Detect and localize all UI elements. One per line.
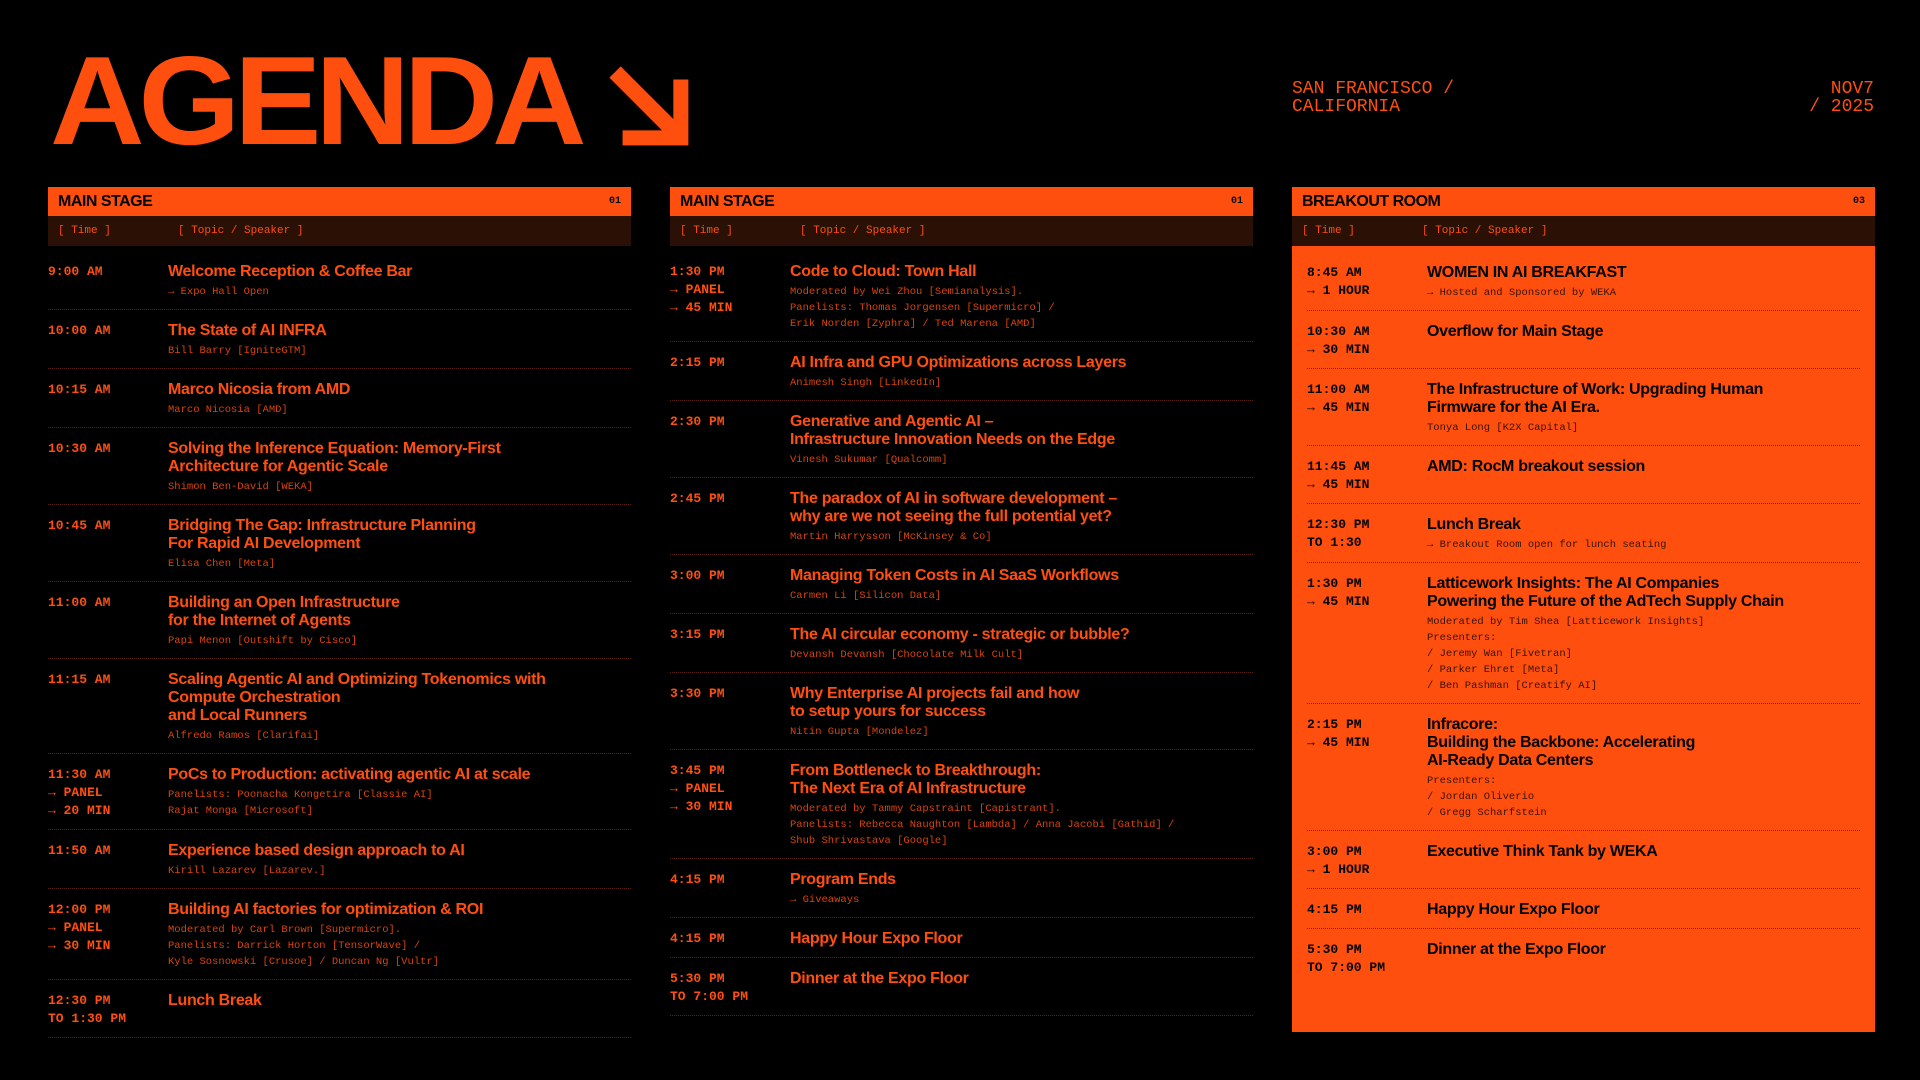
session-row <box>1307 901 1860 929</box>
breakout-body <box>1292 246 1875 1032</box>
session-time: 10:45 AM <box>48 518 111 533</box>
session-title: Overflow for Main Stage <box>1427 323 1604 340</box>
session-title: WOMEN IN AI BREAKFAST <box>1427 264 1627 281</box>
session-row <box>1307 323 1860 369</box>
session-row <box>670 567 1253 614</box>
session-topic <box>168 263 412 300</box>
session-title: Bridging The Gap: Infrastructure Planning For Rapid AI Development <box>168 517 476 552</box>
session-topic <box>168 517 476 572</box>
session-speaker: Tonya Long [K2X Capital] <box>1427 422 1579 434</box>
session-topic <box>1427 264 1626 301</box>
session-row <box>48 901 631 980</box>
session-speaker: Moderated by Wei Zhou [Semianalysis]. Panelists: Thomas Jorgensen [Supermicro] / Erik Norden [Zyphra] / Ted Marena [AMD] <box>790 286 1055 330</box>
session-row <box>1307 264 1860 311</box>
session-topic <box>1427 381 1763 436</box>
session-topic <box>168 901 483 970</box>
time-header: [ Time ] <box>1302 225 1355 237</box>
session-title: Marco Nicosia from AMD <box>168 381 351 398</box>
session-topic <box>1427 516 1666 553</box>
session-time: 4:15 PM <box>670 931 725 946</box>
column-number: 01 <box>608 196 621 207</box>
topic-header: [ Topic / Speaker ] <box>1422 225 1548 237</box>
session-title: Code to Cloud: Town Hall <box>790 263 977 280</box>
session-topic <box>1427 323 1603 359</box>
session-title: Happy Hour Expo Floor <box>790 930 963 947</box>
column-title: MAIN STAGE <box>58 192 153 210</box>
column-header <box>48 187 631 216</box>
session-row <box>1307 843 1860 889</box>
session-title: Happy Hour Expo Floor <box>1427 901 1600 918</box>
column-title: MAIN STAGE <box>680 192 775 210</box>
session-time: 11:00 AM <box>48 595 111 610</box>
session-speaker: Moderated by Carl Brown [Supermicro]. Panelists: Darrick Horton [TensorWave] / Kyle Sosnowski [Crusoe] / Duncan Ng [Vultr] <box>168 924 439 968</box>
session-topic <box>790 762 1174 849</box>
session-topic <box>168 322 326 359</box>
session-time: 2:30 PM <box>670 414 725 429</box>
session-time: 10:15 AM <box>48 382 111 397</box>
column-number: 01 <box>1230 196 1243 207</box>
arrow-down-right-icon <box>600 57 694 151</box>
session-time: 3:30 PM <box>670 686 725 701</box>
session-time: 11:45 AM → 45 MIN <box>1307 459 1370 492</box>
session-speaker: → Expo Hall Open <box>168 286 269 298</box>
session-speaker: Moderated by Tammy Capstraint [Capistrant]. Panelists: Rebecca Naughton [Lambda] / Anna Jacobi [Gathid] / Shub Shrivastava [Google] <box>790 803 1175 847</box>
session-topic <box>1427 716 1695 821</box>
session-speaker: Nitin Gupta [Mondelez] <box>790 726 929 738</box>
session-time: 4:15 PM <box>670 872 725 887</box>
column-number: 03 <box>1852 196 1865 207</box>
session-speaker: Kirill Lazarev [Lazarev.] <box>168 865 326 877</box>
session-topic <box>790 413 1115 468</box>
session-row <box>1307 458 1860 504</box>
session-row <box>1307 941 1860 986</box>
session-list <box>48 246 631 1038</box>
session-row <box>48 671 631 754</box>
session-speaker: Vinesh Sukumar [Qualcomm] <box>790 454 948 466</box>
session-time: 12:00 PM → PANEL → 30 MIN <box>48 902 111 953</box>
session-time: 5:30 PM TO 7:00 PM <box>1307 942 1386 975</box>
main-stage-column-2 <box>670 187 1253 1028</box>
session-row <box>670 685 1253 750</box>
session-title: Infracore: Building the Backbone: Accelerating AI-Ready Data Centers <box>1427 716 1696 769</box>
column-subheader <box>48 216 631 246</box>
session-speaker: Marco Nicosia [AMD] <box>168 404 288 416</box>
session-speaker: → Giveaways <box>790 894 860 906</box>
session-title: AMD: RocM breakout session <box>1427 458 1646 475</box>
session-topic <box>790 626 1129 663</box>
session-row <box>48 992 631 1038</box>
session-row <box>1307 516 1860 563</box>
session-topic <box>168 440 501 495</box>
session-topic <box>790 685 1079 740</box>
session-speaker: Panelists: Poonacha Kongetira [Classie AI] Rajat Monga [Microsoft] <box>168 789 433 817</box>
session-row <box>670 490 1253 555</box>
session-time: 9:00 AM <box>48 264 103 279</box>
page-title: AGENDA <box>50 30 581 171</box>
session-row <box>670 871 1253 918</box>
main-stage-column-1 <box>48 187 631 1050</box>
session-row <box>670 762 1253 859</box>
time-header: [ Time ] <box>680 225 733 237</box>
session-title: Why Enterprise AI projects fail and how to setup yours for success <box>790 685 1080 720</box>
session-row <box>670 626 1253 673</box>
session-title: Dinner at the Expo Floor <box>790 970 969 987</box>
session-row <box>1307 381 1860 446</box>
session-topic <box>168 594 400 649</box>
session-title: AI Infra and GPU Optimizations across Layers <box>790 354 1127 371</box>
session-title: Welcome Reception & Coffee Bar <box>168 263 413 280</box>
agenda-header <box>50 30 694 171</box>
session-title: Lunch Break <box>168 992 262 1009</box>
session-time: 1:30 PM → 45 MIN <box>1307 576 1370 609</box>
session-title: PoCs to Production: activating agentic AI at scale <box>168 766 531 783</box>
session-row <box>48 263 631 310</box>
session-speaker: Elisa Chen [Meta] <box>168 558 276 570</box>
session-topic <box>1427 941 1606 977</box>
session-row <box>48 842 631 889</box>
session-title: Dinner at the Expo Floor <box>1427 941 1606 958</box>
session-time: 11:30 AM → PANEL → 20 MIN <box>48 767 111 818</box>
session-time: 4:15 PM <box>1307 902 1362 917</box>
session-time: 3:00 PM → 1 HOUR <box>1307 844 1370 877</box>
session-title: Executive Think Tank by WEKA <box>1427 843 1658 860</box>
session-time: 1:30 PM → PANEL → 45 MIN <box>670 264 733 315</box>
column-subheader <box>1292 216 1875 246</box>
session-speaker: Alfredo Ramos [Clarifai] <box>168 730 320 742</box>
session-title: The paradox of AI in software development – why are we not seeing the full potential yet? <box>790 490 1118 525</box>
session-time: 2:15 PM → 45 MIN <box>1307 717 1370 750</box>
session-row <box>48 322 631 369</box>
session-topic <box>790 567 1119 604</box>
session-time: 12:30 PM TO 1:30 <box>1307 517 1370 550</box>
session-topic <box>1427 458 1645 494</box>
session-list <box>670 246 1253 1016</box>
session-topic <box>168 766 530 820</box>
session-row <box>48 381 631 428</box>
session-speaker: Papi Menon [Outshift by Cisco] <box>168 635 358 647</box>
session-time: 2:45 PM <box>670 491 725 506</box>
session-title: Scaling Agentic AI and Optimizing Tokenomics with Compute Orchestration and Local Runners <box>168 671 546 724</box>
session-topic <box>790 263 1055 332</box>
session-topic <box>1427 901 1599 919</box>
session-time: 3:45 PM → PANEL → 30 MIN <box>670 763 733 814</box>
session-time: 11:15 AM <box>48 672 111 687</box>
session-speaker: Animesh Singh [LinkedIn] <box>790 377 942 389</box>
session-title: From Bottleneck to Breakthrough: The Next Era of AI Infrastructure <box>790 762 1041 797</box>
session-time: 11:00 AM → 45 MIN <box>1307 382 1370 415</box>
session-time: 12:30 PM TO 1:30 PM <box>48 993 127 1026</box>
session-row <box>670 354 1253 401</box>
session-time: 8:45 AM → 1 HOUR <box>1307 265 1370 298</box>
session-time: 10:30 AM → 30 MIN <box>1307 324 1370 357</box>
time-header: [ Time ] <box>58 225 111 237</box>
column-subheader <box>670 216 1253 246</box>
session-row <box>1307 716 1860 831</box>
session-speaker: Carmen Li [Silicon Data] <box>790 590 942 602</box>
session-row <box>670 970 1253 1016</box>
session-row <box>1307 575 1860 704</box>
session-topic <box>790 871 896 908</box>
session-row <box>48 440 631 505</box>
session-title: Managing Token Costs in AI SaaS Workflows <box>790 567 1119 584</box>
session-topic <box>1427 575 1784 694</box>
session-time: 10:00 AM <box>48 323 111 338</box>
session-row <box>670 930 1253 958</box>
session-topic <box>790 930 962 948</box>
session-topic <box>168 671 546 744</box>
session-topic <box>168 992 262 1028</box>
session-title: The AI circular economy - strategic or bubble? <box>790 626 1130 643</box>
session-row <box>48 517 631 582</box>
column-title: BREAKOUT ROOM <box>1302 192 1441 210</box>
session-speaker: Moderated by Tim Shea [Latticework Insights] Presenters: / Jeremy Wan [Fivetran] / Parker Ehret [Meta] / Ben Pashman [Creatify AI] <box>1427 616 1705 692</box>
session-topic <box>790 354 1126 391</box>
session-speaker: → Breakout Room open for lunch seating <box>1427 539 1667 551</box>
session-title: The Infrastructure of Work: Upgrading Human Firmware for the AI Era. <box>1427 381 1764 416</box>
session-topic <box>168 381 350 418</box>
session-topic <box>790 970 969 1006</box>
column-header <box>1292 187 1875 216</box>
session-list <box>1307 264 1860 986</box>
event-date: NOV7 / 2025 <box>1809 79 1874 117</box>
session-title: Generative and Agentic AI – Infrastructure Innovation Needs on the Edge <box>790 413 1115 448</box>
session-topic <box>168 842 465 879</box>
session-speaker: Devansh Devansh [Chocolate Milk Cult] <box>790 649 1024 661</box>
session-row <box>48 766 631 830</box>
session-time: 10:30 AM <box>48 441 111 456</box>
session-time: 11:50 AM <box>48 843 111 858</box>
session-speaker: → Hosted and Sponsored by WEKA <box>1427 287 1617 299</box>
session-time: 3:15 PM <box>670 627 725 642</box>
location-label: SAN FRANCISCO / CALIFORNIA <box>1292 79 1455 117</box>
session-row <box>670 413 1253 478</box>
session-time: 3:00 PM <box>670 568 725 583</box>
topic-header: [ Topic / Speaker ] <box>178 225 304 237</box>
session-title: Latticework Insights: The AI Companies Powering the Future of the AdTech Supply Chain <box>1427 575 1784 610</box>
session-topic <box>790 490 1117 545</box>
session-title: The State of AI INFRA <box>168 322 327 339</box>
session-speaker: Shimon Ben-David [WEKA] <box>168 481 313 493</box>
session-title: Solving the Inference Equation: Memory-First Architecture for Agentic Scale <box>168 440 501 475</box>
session-speaker: Bill Barry [IgniteGTM] <box>168 345 307 357</box>
session-row <box>670 263 1253 342</box>
session-time: 5:30 PM TO 7:00 PM <box>670 971 749 1004</box>
session-time: 2:15 PM <box>670 355 725 370</box>
column-header <box>670 187 1253 216</box>
breakout-room-column <box>1292 187 1875 1032</box>
topic-header: [ Topic / Speaker ] <box>800 225 926 237</box>
session-row <box>48 594 631 659</box>
session-title: Building AI factories for optimization & ROI <box>168 901 484 918</box>
session-speaker: Martin Harrysson [McKinsey & Co] <box>790 531 992 543</box>
session-topic <box>1427 843 1657 879</box>
session-title: Experience based design approach to AI <box>168 842 465 859</box>
session-title: Lunch Break <box>1427 516 1521 533</box>
session-title: Program Ends <box>790 871 896 888</box>
session-speaker: Presenters: / Jordan Oliverio / Gregg Scharfstein <box>1427 775 1547 819</box>
session-title: Building an Open Infrastructure for the Internet of Agents <box>168 594 400 629</box>
